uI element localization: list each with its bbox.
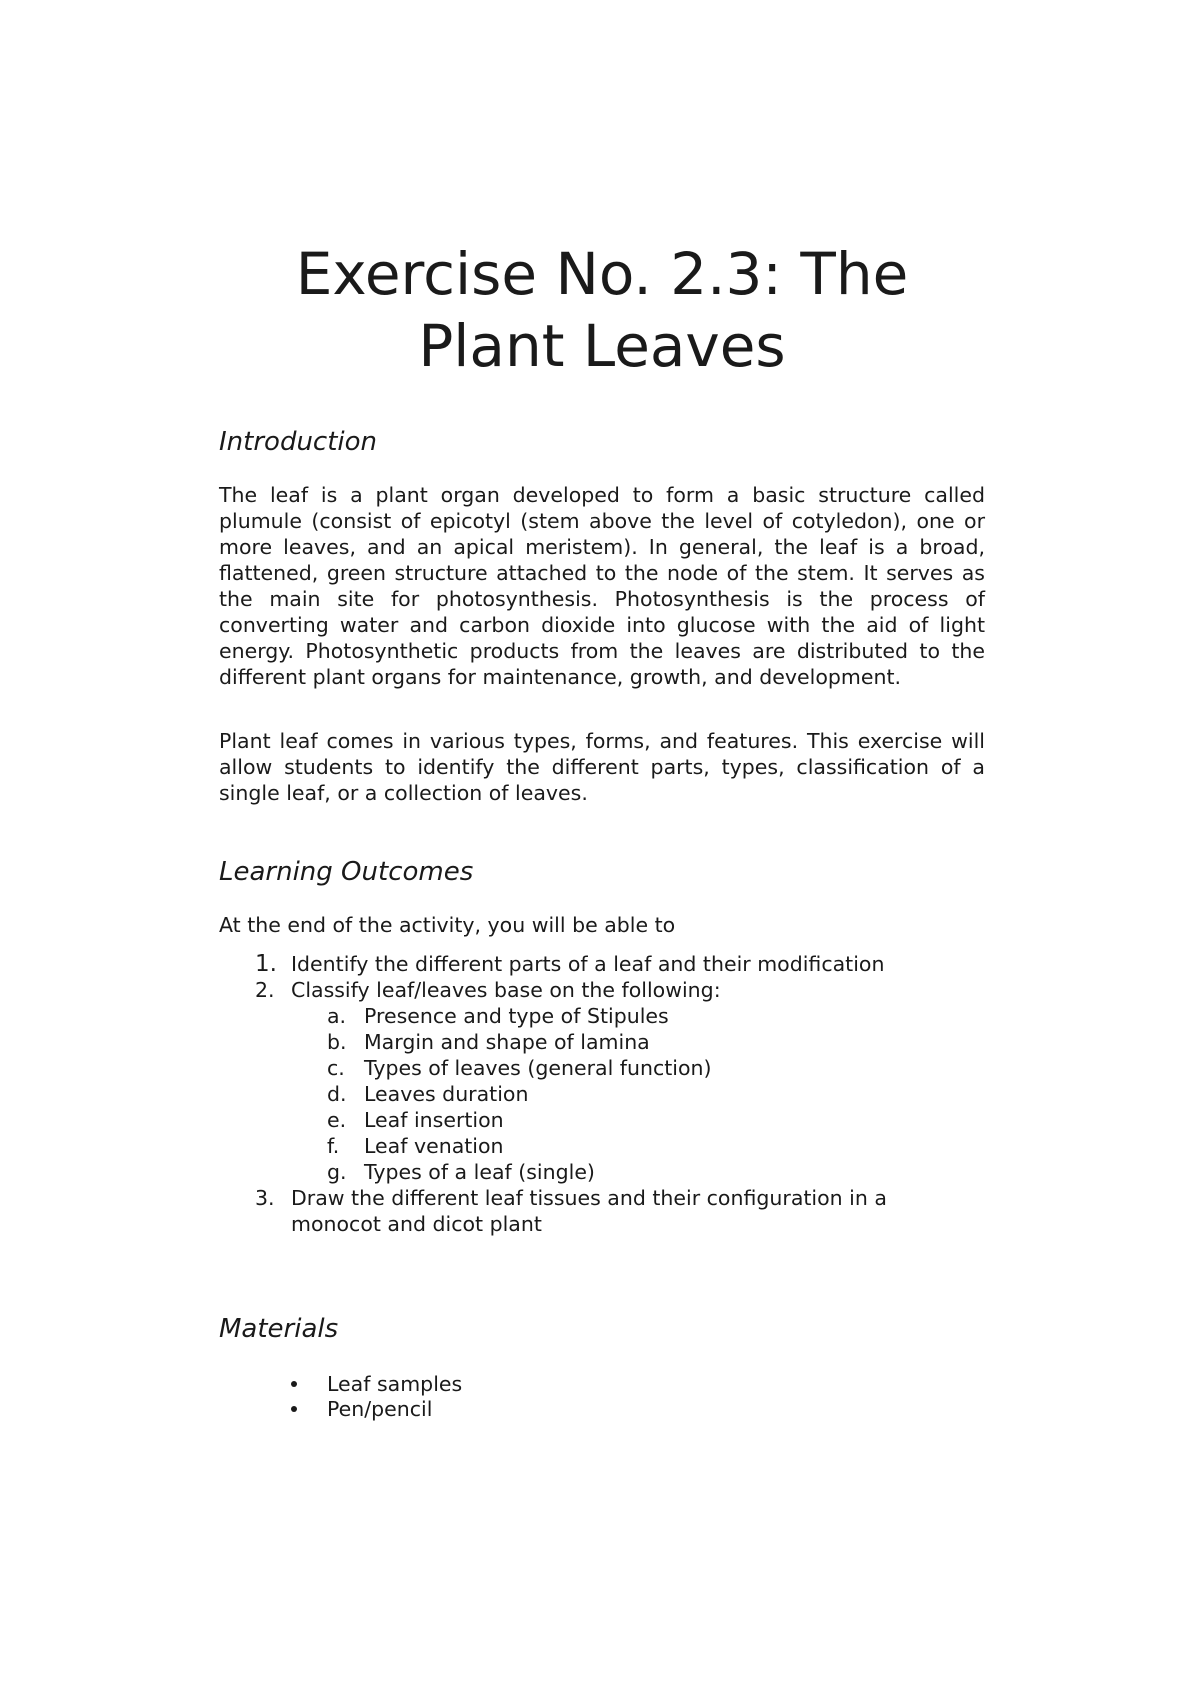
sub-list-marker: c.: [327, 1056, 345, 1080]
introduction-paragraph-2: Plant leaf comes in various types, forms, and features. This exercise will allow students to identify the different parts, types, classification of a single leaf, or a collection of leaves.: [219, 729, 985, 805]
sub-list-item: [219, 1081, 985, 1107]
sub-list-item-text: Margin and shape of lamina: [364, 1030, 650, 1054]
sub-list-item: [219, 1133, 985, 1159]
introduction-heading: Introduction: [219, 427, 378, 457]
bullet-icon: [291, 1406, 297, 1412]
sub-list-item: [219, 1055, 985, 1081]
list-item-text: Classify leaf/leaves base on the following:: [291, 978, 721, 1002]
bullet-icon: [291, 1381, 297, 1387]
sub-list-marker: b.: [327, 1030, 347, 1054]
list-item: [219, 1396, 985, 1421]
list-marker: 3.: [255, 1186, 275, 1210]
sub-list-item: [219, 1029, 985, 1055]
list-item-text: Leaf samples: [327, 1372, 463, 1396]
sub-list-item-text: Types of a leaf (single): [364, 1160, 595, 1184]
sub-list-marker: e.: [327, 1108, 347, 1132]
page-title: Exercise No. 2.3: The Plant Leaves: [295, 240, 909, 380]
sub-list-marker: d.: [327, 1082, 347, 1106]
list-marker: 1.: [255, 951, 277, 977]
list-item-text: Draw the different leaf tissues and their configuration in a monocot and dicot plant: [291, 1186, 887, 1236]
sub-list-item: [219, 1107, 985, 1133]
sub-list-marker: a.: [327, 1004, 347, 1028]
sub-list-item-text: Leaf insertion: [364, 1108, 504, 1132]
learning-outcomes-list: [219, 951, 985, 1237]
list-item-text: Pen/pencil: [327, 1397, 433, 1421]
list-item: [219, 977, 985, 1003]
list-item: [219, 1371, 985, 1396]
introduction-paragraph-1: The leaf is a plant organ developed to form a basic structure called plumule (consist of epicotyl (stem above the level of cotyledon), one or more leaves, and an apical meristem). In general, the leaf is a broad, flattened, green structure attached to the node of the stem. It serves as the main site for photosynthesis. Photosynthesis is the process of converting water and carbon dioxide into glucose with the aid of light energy. Photosynthetic products from the leaves are distributed to the different plant organs for maintenance, growth, and development.: [219, 483, 985, 689]
learning-outcomes-heading: Learning Outcomes: [219, 857, 474, 887]
sub-list-marker: f.: [327, 1134, 340, 1158]
sub-list-item: [219, 1003, 985, 1029]
sub-list-item: [219, 1159, 985, 1185]
sub-list-item-text: Leaf venation: [364, 1134, 504, 1158]
sub-list-item-text: Presence and type of Stipules: [364, 1004, 669, 1028]
sub-list-marker: g.: [327, 1160, 347, 1184]
sub-list-item-text: Leaves duration: [364, 1082, 529, 1106]
materials-heading: Materials: [219, 1314, 339, 1344]
list-item-text: Identify the different parts of a leaf and their modification: [291, 952, 885, 976]
sub-list-item-text: Types of leaves (general function): [364, 1056, 712, 1080]
learning-outcomes-lead: At the end of the activity, you will be able to: [219, 913, 676, 937]
list-item: [219, 1185, 985, 1237]
materials-list: [219, 1371, 985, 1421]
list-marker: 2.: [255, 978, 275, 1002]
list-item: [219, 951, 985, 977]
